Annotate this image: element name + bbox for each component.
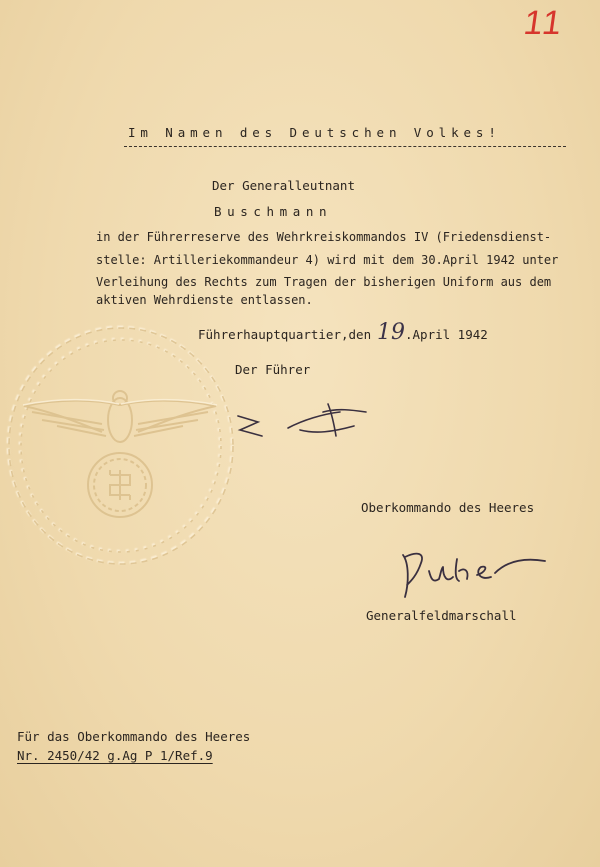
heading-underline bbox=[124, 146, 566, 147]
signer-title: Der Führer bbox=[235, 362, 311, 377]
embossed-eagle-seal bbox=[2, 320, 242, 570]
footer-line-2: Nr. 2450/42 g.Ag P 1/Ref.9 bbox=[17, 748, 213, 763]
person-name: Buschmann bbox=[214, 204, 333, 219]
body-line: Verleihung des Rechts zum Tragen der bisherigen Uniform aus dem bbox=[96, 275, 552, 289]
field-marshal-title: Generalfeldmarschall bbox=[366, 608, 517, 623]
place-date-day: 19 bbox=[377, 320, 405, 345]
body-line: in der Führerreserve des Wehrkreiskommandos IV (Friedensdienst- bbox=[96, 230, 552, 244]
field-marshal-signature bbox=[395, 545, 555, 605]
page-number: 11 bbox=[521, 4, 567, 42]
heading: Im Namen des Deutschen Volkes! bbox=[128, 125, 501, 140]
body-line: aktiven Wehrdienste entlassen. bbox=[96, 293, 313, 307]
rank: Der Generalleutnant bbox=[212, 178, 355, 193]
body-line: stelle: Artilleriekommandeur 4) wird mit dem 30.April 1942 unter bbox=[96, 253, 559, 267]
org-title: Oberkommando des Heeres bbox=[361, 500, 535, 515]
place-date-prefix: Führerhauptquartier,den bbox=[198, 327, 372, 342]
fuehrer-signature bbox=[228, 400, 378, 450]
footer-line-1: Für das Oberkommando des Heeres bbox=[17, 729, 251, 744]
place-date-suffix: .April 1942 bbox=[405, 327, 488, 342]
